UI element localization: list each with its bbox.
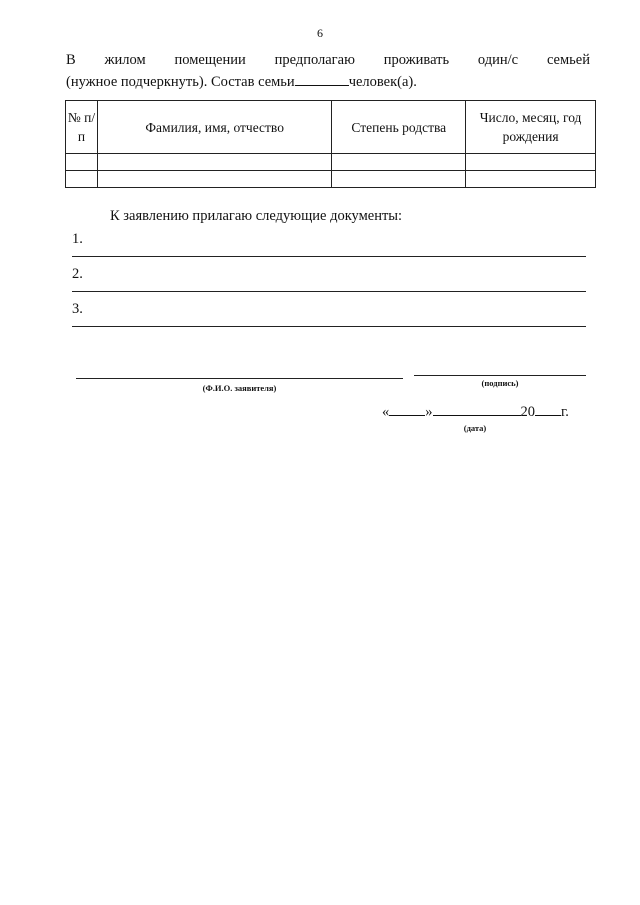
intro-line-2 [66,71,590,93]
family-table [65,100,596,188]
document-item-number: 1. [72,231,83,247]
date-field [382,402,569,421]
fio-caption: (Ф.И.О. заявителя) [202,383,277,393]
table-cell[interactable] [332,154,466,171]
page-number: 6 [317,26,323,40]
table-cell[interactable] [66,171,98,188]
date-caption: (дата) [463,423,487,433]
year-prefix: 20 [520,404,535,420]
header-number: № п/п [66,101,98,154]
document-item-number: 2. [72,266,83,282]
table-cell[interactable] [66,154,98,171]
table-cell[interactable] [466,171,596,188]
document-line-3[interactable] [72,326,586,327]
document-line-1[interactable] [72,256,586,257]
intro-word: помещении [174,52,246,68]
date-close-quote: » [425,404,433,420]
intro-word: один/с [477,52,519,68]
year-suffix: г. [561,404,569,420]
intro-word: В [66,52,76,68]
table-header-row [66,101,596,154]
table-row [66,154,596,171]
year-blank[interactable] [535,402,561,416]
month-blank[interactable] [433,402,521,416]
day-blank[interactable] [389,402,425,416]
intro-word: семьей [546,52,590,68]
fio-line[interactable] [76,378,403,379]
document-line-2[interactable] [72,291,586,292]
intro-word: жилом [104,52,146,68]
table-row [66,171,596,188]
document-item-number: 3. [72,301,83,317]
table-cell[interactable] [97,171,331,188]
date-open-quote: « [382,404,390,420]
intro-text-b: человек(а). [348,74,417,90]
signature-line[interactable] [414,375,586,376]
table-cell[interactable] [97,154,331,171]
header-birthdate: Число, месяц, год рождения [466,101,596,154]
intro-line-1 [66,49,590,71]
documents-intro: К заявлению прилагаю следующие документы: [110,208,403,224]
signature-caption: (подпись) [481,378,519,388]
table-cell[interactable] [466,154,596,171]
intro-text-a: (нужное подчеркнуть). Состав семьи [66,74,295,90]
intro-word: предполагаю [274,52,355,68]
family-size-blank[interactable] [295,71,349,86]
intro-word: проживать [383,52,450,68]
header-relation: Степень родства [332,101,466,154]
table-cell[interactable] [332,171,466,188]
header-name: Фамилия, имя, отчество [97,101,331,154]
